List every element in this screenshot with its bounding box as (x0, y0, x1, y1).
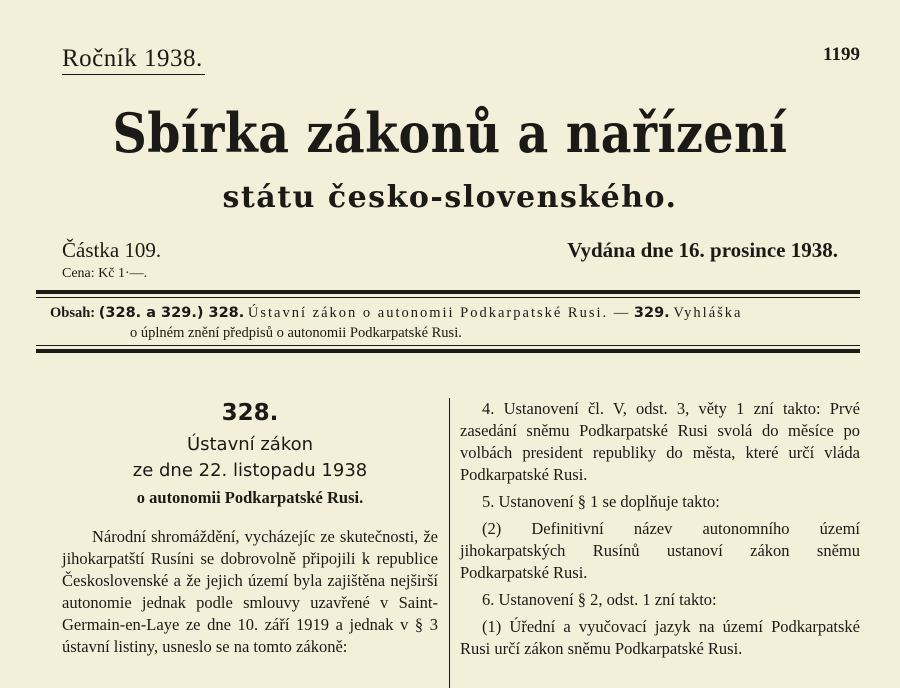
provision-5: 5. Ustanovení § 1 se doplňuje takto: (482, 492, 720, 511)
column-divider (449, 398, 450, 688)
provision-6-paragraph-1: (1) Úřední a vyučovací jazyk na území Podkarpatské Rusi určí zákon sněmu Podkarpatské Rusi. (460, 617, 860, 658)
preamble-paragraph: Národní shromáždění, vycházejíc ze skutečnosti, že jihokarpatští Rusíni se dobrovolně připojili k republice Československé a že jejich území byla zajištěna nejširší autonomie jednak podle smlouvy uzavřené v Saint-Germain-en-Laye ze dne 10. září 1919 a jednak v § 3 ústavní listiny, usneslo se na tomto zákoně: (62, 527, 438, 656)
issue-date: Vydána dne 16. prosince 1938. (567, 238, 838, 262)
contents-line-1 (50, 303, 850, 323)
top-rule-thin (36, 297, 860, 298)
bottom-rule-thick (36, 349, 860, 353)
contents-box (50, 303, 850, 343)
issue-price: Cena: Kč 1·—. (62, 266, 148, 281)
bottom-rule-thin (36, 345, 860, 346)
law-preamble (62, 526, 438, 658)
law-number: 328. (221, 400, 279, 426)
law-date: ze dne 22. listopadu 1938 (132, 460, 368, 481)
page-number: 1199 (823, 44, 860, 65)
contents-item-2-start: Vyhláška (673, 305, 743, 321)
left-column (62, 398, 438, 658)
gazette-subtitle: státu česko-slovenského. (222, 180, 678, 215)
gazette-title: Sbírka zákonů a nařízení (112, 101, 788, 165)
issue-number: Částka 109. (62, 238, 162, 262)
volume-year: Ročník 1938. (62, 44, 205, 75)
top-rule-thick (36, 290, 860, 294)
contents-line-2: o úplném znění předpisů o autonomii Podkarpatské Rusi. (130, 325, 462, 341)
contents-number-2: 329. (633, 305, 670, 321)
provision-4: 4. Ustanovení čl. V, odst. 3, věty 1 zní takto: Prvé zasedání sněmu Podkarpatské Rusi svolá do měsíce po volbách president republiky do města, které určí vláda Podkarpatské Rusi. (460, 399, 860, 484)
law-subject: o autonomii Podkarpatské Rusi. (136, 488, 364, 507)
law-title: Ústavní zákon (186, 434, 314, 455)
contents-label: Obsah: (50, 305, 96, 321)
contents-item-1: Ústavní zákon o autonomii Podkarpatské Rusi. — (247, 305, 631, 321)
right-column (460, 398, 860, 665)
contents-numbers: (328. a 329.) 328. (98, 305, 245, 321)
provision-6: 6. Ustanovení § 2, odst. 1 zní takto: (482, 590, 717, 609)
provision-5-paragraph-2: (2) Definitivní název autonomního území jihokarpatských Rusínů ustanoví zákon sněmu Podkarpatské Rusi. (460, 519, 860, 582)
